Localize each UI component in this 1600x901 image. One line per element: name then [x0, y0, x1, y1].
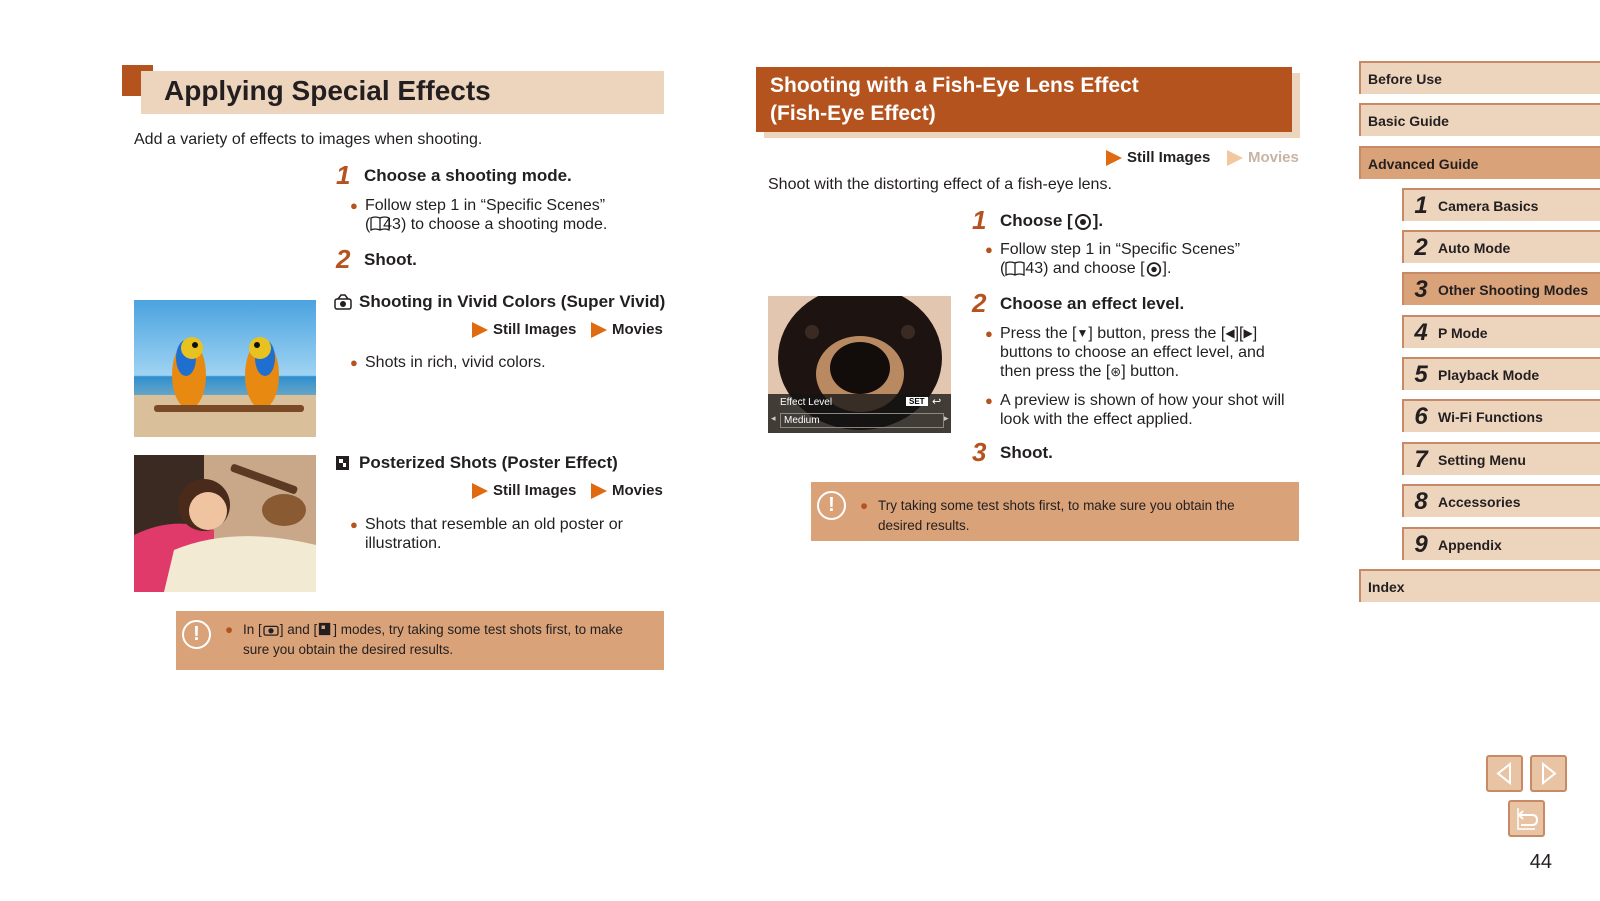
chapter-label: Camera Basics	[1438, 197, 1539, 214]
left-arrow-icon: ◂	[771, 413, 776, 423]
set-button-label: SET	[906, 397, 928, 406]
fe-step-1-bullet-line2-b: 43) and choose [	[1025, 260, 1145, 277]
caution-icon: !	[817, 491, 846, 520]
fe-step-2-title: Choose an effect level.	[1000, 294, 1185, 313]
super-vivid-media-movies	[591, 321, 663, 338]
chapter-label: Playback Mode	[1438, 366, 1540, 383]
fish-eye-media-still	[1106, 149, 1210, 166]
poster-effect-photo	[134, 455, 316, 592]
fe-step-3-title: Shoot.	[1000, 443, 1053, 462]
fe-step-1-number: 1	[972, 205, 987, 235]
super-vivid-bullet: ● Shots in rich, vivid colors.	[350, 354, 546, 371]
chapter-label: P Mode	[1438, 324, 1488, 341]
fe-b1-t1: Press the [	[1000, 325, 1077, 342]
chapter-number: 7	[1414, 445, 1428, 473]
poster-media-movies	[591, 482, 663, 499]
chapter-label: Setting Menu	[1438, 451, 1526, 468]
fe-b2-line1: A preview is shown of how your shot will	[1000, 392, 1285, 409]
nav-before-use-label: Before Use	[1368, 70, 1442, 87]
arrow-right-icon	[1227, 150, 1243, 166]
caution-middle-line2: desired results.	[878, 518, 970, 533]
nav-advanced-guide-label: Advanced Guide	[1368, 155, 1479, 172]
poster-effect-icon	[334, 455, 352, 471]
step-1-title: Choose a shooting mode.	[364, 166, 572, 185]
fe-b1-t6: ] button.	[1121, 363, 1180, 380]
nav-chapter-8[interactable]	[1402, 484, 1600, 517]
nav-chapter-9[interactable]	[1402, 527, 1600, 560]
fe-step-1-bullet-line2-a: (	[1000, 260, 1006, 277]
fe-step-2-bullet-1: ● Press the [ ▼ ] button, press the [ ◀ ][ ▶ ] buttons to choose an effect level, and then press the [ ⊛ ] button.	[985, 325, 1265, 380]
caution-left-t2: ] and [	[279, 622, 318, 637]
fe-step-1-bullet: ● Follow step 1 in “Specific Scenes” ( 43) and choose [ ].	[985, 241, 1241, 277]
nav-before-use[interactable]	[1359, 61, 1600, 94]
movies-label: Movies	[1248, 149, 1299, 166]
fe-step-3-number: 3	[972, 437, 987, 467]
super-vivid-photo	[134, 300, 316, 437]
fe-step-2-number: 2	[972, 288, 987, 318]
nav-basic-guide[interactable]	[1359, 103, 1600, 136]
super-vivid-media-still	[472, 321, 576, 338]
arrow-right-icon	[1106, 150, 1122, 166]
fish-eye-title	[770, 72, 1270, 128]
book-icon[interactable]	[370, 215, 390, 232]
fe-step-1-title	[1000, 211, 1103, 231]
poster-effect-heading	[334, 453, 618, 473]
prev-page-icon	[1488, 757, 1521, 790]
chapter-number: 2	[1414, 233, 1428, 261]
nav-advanced-guide[interactable]	[1359, 146, 1600, 179]
fish-eye-icon	[1073, 213, 1093, 230]
fish-eye-title-line2: (Fish-Eye Effect)	[770, 102, 936, 125]
chapter-label: Wi-Fi Functions	[1438, 408, 1543, 425]
fe-b1-t3: ][	[1234, 325, 1244, 342]
chapter-number: 5	[1414, 360, 1428, 388]
fish-eye-intro: Shoot with the distorting effect of a fish-eye lens.	[768, 176, 1112, 193]
poster-media-still	[472, 482, 576, 499]
caution-left-line2: sure you obtain the desired results.	[243, 642, 454, 657]
step-2-number: 2	[336, 244, 351, 274]
poster-effect-title: Posterized Shots (Poster Effect)	[359, 453, 618, 472]
fe-step-1-title-a: Choose [	[1000, 211, 1073, 230]
step-1-bullet-line2-wrap	[365, 215, 607, 234]
intro-text: Add a variety of effects to images when shooting.	[134, 131, 483, 148]
super-vivid-title: Shooting in Vivid Colors (Super Vivid)	[359, 292, 666, 311]
chapter-number: 9	[1414, 530, 1428, 558]
still-images-label: Still Images	[1127, 149, 1211, 166]
caution-left-t3: ] modes, try taking some test shots first, to make	[333, 622, 623, 637]
step-1-number: 1	[336, 160, 351, 190]
chapter-number: 6	[1414, 402, 1428, 430]
step-1-bullet-line2: ( 43) to choose a shooting mode.	[365, 216, 608, 233]
prev-page-button[interactable]	[1486, 755, 1523, 792]
chapter-label: Auto Mode	[1438, 239, 1511, 256]
fe-step-1-title-b: ].	[1092, 211, 1104, 230]
caution-box-left	[176, 611, 664, 670]
next-page-button[interactable]	[1530, 755, 1567, 792]
chapter-number: 3	[1414, 275, 1428, 303]
step-1-bullet: ● Follow step 1 in “Specific Scenes”	[350, 197, 606, 214]
caution-icon: !	[182, 620, 211, 649]
return-icon	[1510, 802, 1543, 835]
poster-bullet-line1: Shots that resemble an old poster or	[365, 516, 623, 533]
fe-b1-t2: ] button, press the [	[1088, 325, 1226, 342]
page-title: Applying Special Effects	[164, 75, 491, 106]
still-images-label: Still Images	[493, 482, 577, 499]
right-arrow-icon: ▸	[944, 413, 949, 423]
book-icon[interactable]	[1005, 260, 1025, 277]
nav-chapter-5[interactable]	[1402, 357, 1600, 390]
arrow-right-icon	[591, 483, 607, 499]
nav-chapter-7[interactable]	[1402, 442, 1600, 475]
down-arrow-icon: ▼	[1076, 326, 1089, 340]
super-vivid-bullet-text: Shots in rich, vivid colors.	[365, 354, 546, 371]
nav-basic-guide-label: Basic Guide	[1368, 112, 1449, 129]
poster-bullet-line2: illustration.	[365, 535, 442, 552]
nav-chapter-1[interactable]	[1402, 188, 1600, 221]
fish-eye-camera-screen	[768, 296, 951, 433]
fish-eye-icon	[1145, 261, 1163, 277]
caution-text-left: ● In [ ] and [ ] modes, try taking some test shots first, to make sure you obtain the desired results.	[243, 620, 623, 660]
fe-b1-t4: ]	[1252, 325, 1258, 342]
fe-step-2-bullet-2: ● A preview is shown of how your shot will look with the effect applied.	[985, 392, 1285, 428]
page-number: 44	[1529, 851, 1552, 873]
return-button[interactable]	[1508, 800, 1545, 837]
nav-chapter-4[interactable]	[1402, 315, 1600, 348]
movies-label: Movies	[612, 321, 663, 338]
right-arrow-icon: ▶	[1243, 326, 1253, 340]
return-small-icon: ↩	[932, 396, 942, 408]
arrow-right-icon	[472, 322, 488, 338]
effect-level-value: Medium	[780, 413, 944, 428]
nav-index[interactable]	[1359, 569, 1600, 602]
chapter-label: Other Shooting Modes	[1438, 281, 1589, 298]
fe-b1-line2: buttons to choose an effect level, and	[1000, 344, 1265, 361]
nav-chapter-2[interactable]	[1402, 230, 1600, 263]
nav-index-label: Index	[1368, 578, 1405, 595]
caution-left-t1: In [	[243, 622, 262, 637]
fe-step-1-bullet-line2-c: ].	[1162, 260, 1172, 277]
chapter-label: Appendix	[1438, 536, 1502, 553]
caution-text-middle: ● Try taking some test shots first, to make sure you obtain the desired results.	[878, 496, 1235, 536]
poster-effect-icon	[317, 622, 333, 636]
chapter-number: 8	[1414, 487, 1428, 515]
fe-step-1-bullet-line1: Follow step 1 in “Specific Scenes”	[1000, 241, 1241, 258]
chapter-label: Accessories	[1438, 493, 1521, 510]
movies-label: Movies	[612, 482, 663, 499]
step-2-title: Shoot.	[364, 250, 417, 269]
step-1-bullet-line1: Follow step 1 in “Specific Scenes”	[365, 197, 606, 214]
fe-b1-t5: then press the [	[1000, 363, 1111, 380]
fish-eye-media-movies	[1227, 149, 1299, 166]
poster-bullet: ● Shots that resemble an old poster or illustration.	[365, 515, 665, 553]
chapter-number: 1	[1414, 191, 1428, 219]
left-arrow-icon: ◀	[1225, 326, 1235, 340]
super-vivid-heading	[334, 292, 665, 312]
caution-middle-line1: Try taking some test shots first, to make sure you obtain the	[878, 498, 1235, 513]
super-vivid-icon	[334, 294, 352, 310]
still-images-label: Still Images	[493, 321, 577, 338]
super-vivid-icon	[262, 622, 280, 636]
arrow-right-icon	[591, 322, 607, 338]
chapter-number: 4	[1414, 318, 1428, 346]
next-page-icon	[1532, 757, 1565, 790]
arrow-right-icon	[472, 483, 488, 499]
caution-box-middle	[811, 482, 1299, 541]
nav-chapter-3[interactable]	[1402, 272, 1600, 305]
func-set-icon: ⊛	[1110, 364, 1122, 379]
fish-eye-title-line1: Shooting with a Fish-Eye Lens Effect	[770, 74, 1139, 97]
effect-level-label: Effect Level	[780, 397, 833, 408]
nav-chapter-6[interactable]	[1402, 399, 1600, 432]
fe-b2-line2: look with the effect applied.	[1000, 411, 1193, 428]
